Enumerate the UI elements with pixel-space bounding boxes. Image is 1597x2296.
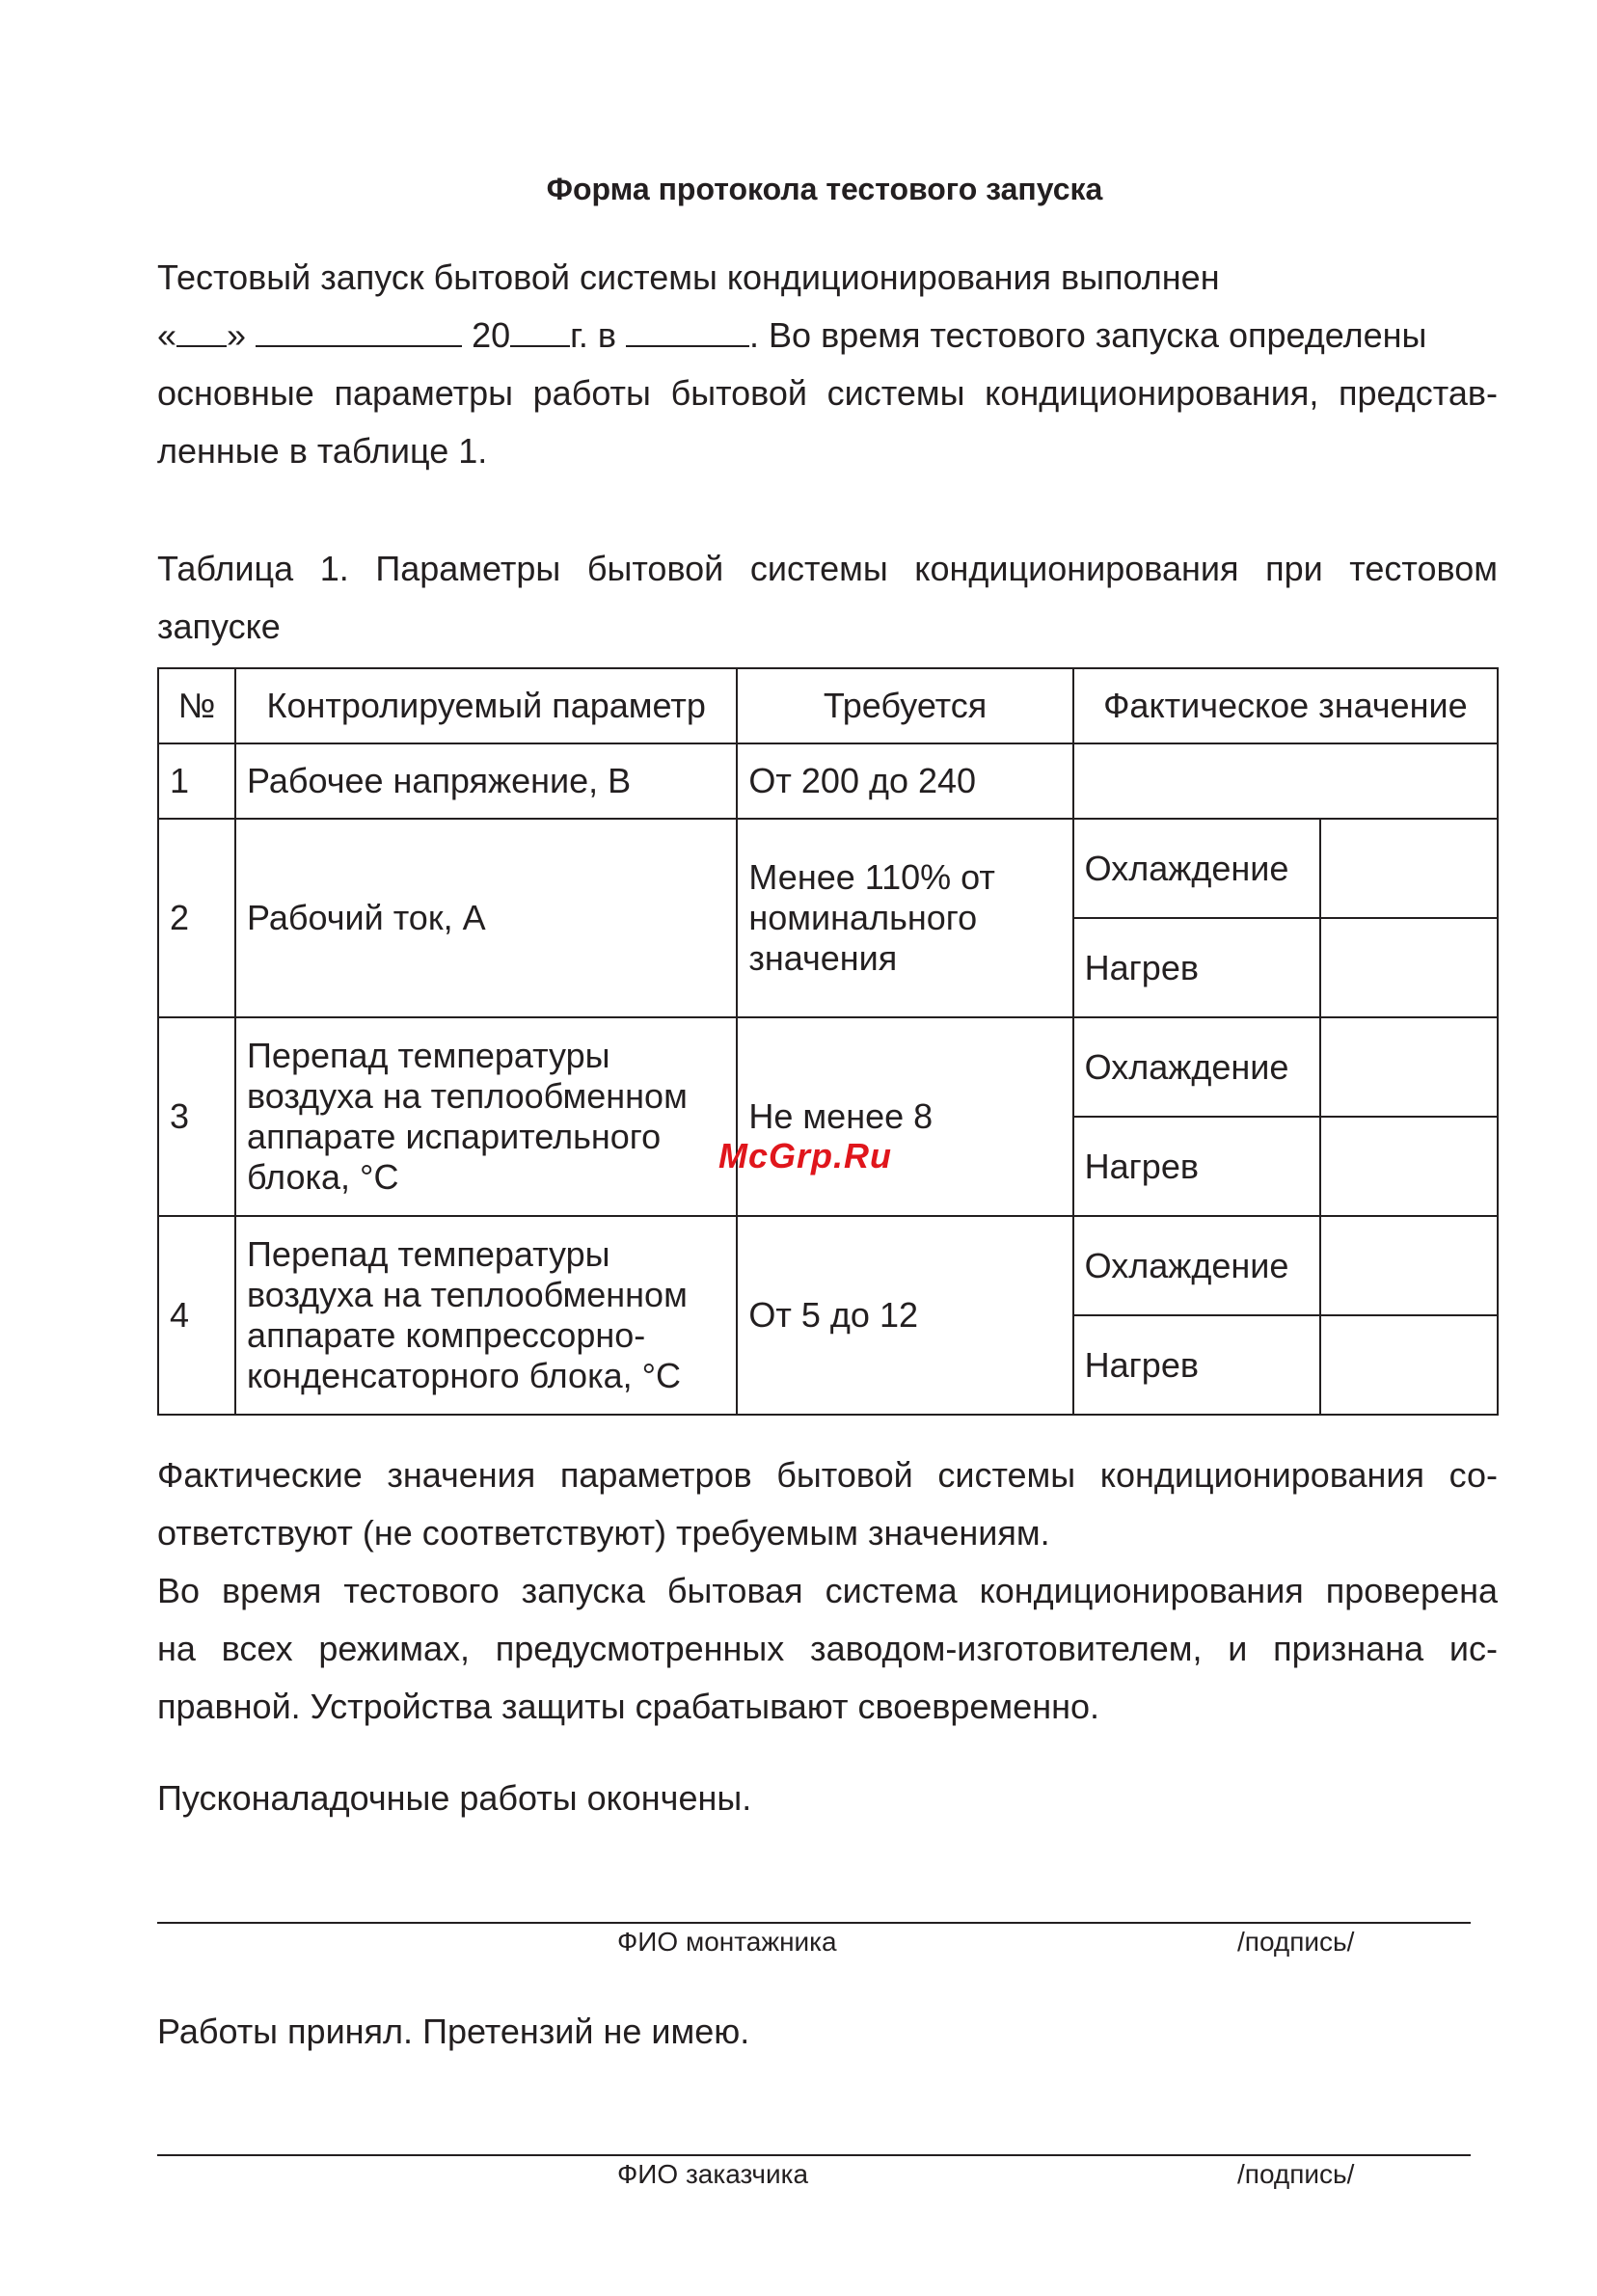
header-num: № — [158, 668, 235, 743]
row-required: От 200 до 240 — [737, 743, 1072, 819]
row-actual-value[interactable] — [1073, 743, 1498, 819]
installer-signature-label: /подпись/ — [1237, 1927, 1355, 1957]
customer-signature-label: /подпись/ — [1237, 2159, 1355, 2189]
header-actual: Фактическое значение — [1073, 668, 1498, 743]
table-row — [158, 743, 1498, 819]
month-blank — [256, 312, 462, 347]
cooling-value[interactable] — [1320, 1017, 1498, 1117]
year-suffix: г. в — [570, 315, 617, 355]
quote-close: » — [227, 315, 247, 355]
cooling-value[interactable] — [1320, 1216, 1498, 1315]
table-row — [158, 819, 1498, 918]
table-caption — [157, 540, 1498, 656]
intro-line-1: Тестовый запуск бытовой системы кондиционирования выполнен — [157, 257, 1220, 297]
body-line-4: на всех режимах, предусмотренных заводом-изготовителем, и признана ис- — [157, 1629, 1498, 1668]
table-row — [158, 1017, 1498, 1117]
customer-name-label: ФИО заказчика — [617, 2159, 809, 2189]
acceptance-text: Работы принял. Претензий не имею. — [157, 2012, 750, 2051]
caption-line-1: Таблица 1. Параметры бытовой системы кондиционирования при тестовом — [157, 549, 1498, 588]
intro-line-2 — [157, 307, 1498, 365]
heating-value[interactable] — [1320, 1117, 1498, 1216]
row-required: Менее 110% от номинального значения — [737, 819, 1072, 1017]
row-param: Перепад температуры воздуха на теплообменном аппарате компрессорно-конденсаторного блока, °С — [235, 1216, 737, 1415]
mode-heating: Нагрев — [1073, 918, 1320, 1017]
table-row — [158, 1216, 1498, 1315]
body-line-5: правной. Устройства защиты срабатывают своевременно. — [157, 1687, 1099, 1726]
mode-cooling: Охлаждение — [1073, 819, 1320, 918]
intro-line-4: ленные в таблице 1. — [157, 431, 488, 471]
mode-heating: Нагрев — [1073, 1315, 1320, 1415]
watermark: McGrp.Ru — [718, 1136, 893, 1175]
installer-name-label: ФИО монтажника — [617, 1927, 837, 1957]
heating-value[interactable] — [1320, 918, 1498, 1017]
body-line-1: Фактические значения параметров бытовой системы кондиционирования со- — [157, 1455, 1498, 1495]
commissioning-done-text: Пусконаладочные работы окончены. — [157, 1778, 752, 1818]
body-line-2: ответствуют (не соответствуют) требуемым значениям. — [157, 1513, 1050, 1553]
mode-cooling: Охлаждение — [1073, 1216, 1320, 1315]
installer-signature-line[interactable] — [157, 1922, 1471, 1924]
intro-line-2-rest: . Во время тестового запуска определены — [749, 315, 1427, 355]
header-param: Контролируемый параметр — [235, 668, 737, 743]
quote-open: « — [157, 315, 177, 355]
year-blank — [510, 312, 570, 347]
row-num: 2 — [158, 819, 235, 1017]
heating-value[interactable] — [1320, 1315, 1498, 1415]
row-required: От 5 до 12 — [737, 1216, 1072, 1415]
time-blank — [626, 312, 749, 347]
row-num: 4 — [158, 1216, 235, 1415]
table-header-row — [158, 668, 1498, 743]
customer-signature-line[interactable] — [157, 2154, 1471, 2156]
conclusion-paragraph — [157, 1446, 1498, 1736]
row-num: 1 — [158, 743, 235, 819]
cooling-value[interactable] — [1320, 819, 1498, 918]
row-param: Рабочее напряжение, В — [235, 743, 737, 819]
header-required: Требуется — [737, 668, 1072, 743]
row-param: Рабочий ток, А — [235, 819, 737, 1017]
intro-paragraph — [157, 249, 1498, 480]
row-num: 3 — [158, 1017, 235, 1216]
caption-line-2: запуске — [157, 607, 281, 646]
year-prefix: 20 — [472, 315, 511, 355]
page-title: Форма протокола тестового запуска — [546, 172, 1103, 206]
body-line-3: Во время тестового запуска бытовая система кондиционирования проверена — [157, 1571, 1498, 1610]
day-blank — [176, 312, 227, 347]
row-param: Перепад температуры воздуха на теплообменном аппарате испарительного блока, °С — [235, 1017, 737, 1216]
parameters-table — [157, 667, 1499, 1416]
mode-cooling: Охлаждение — [1073, 1017, 1320, 1117]
row-required: Не менее 8 — [737, 1017, 1072, 1216]
intro-line-3: основные параметры работы бытовой системы кондиционирования, представ- — [157, 373, 1498, 413]
mode-heating: Нагрев — [1073, 1117, 1320, 1216]
